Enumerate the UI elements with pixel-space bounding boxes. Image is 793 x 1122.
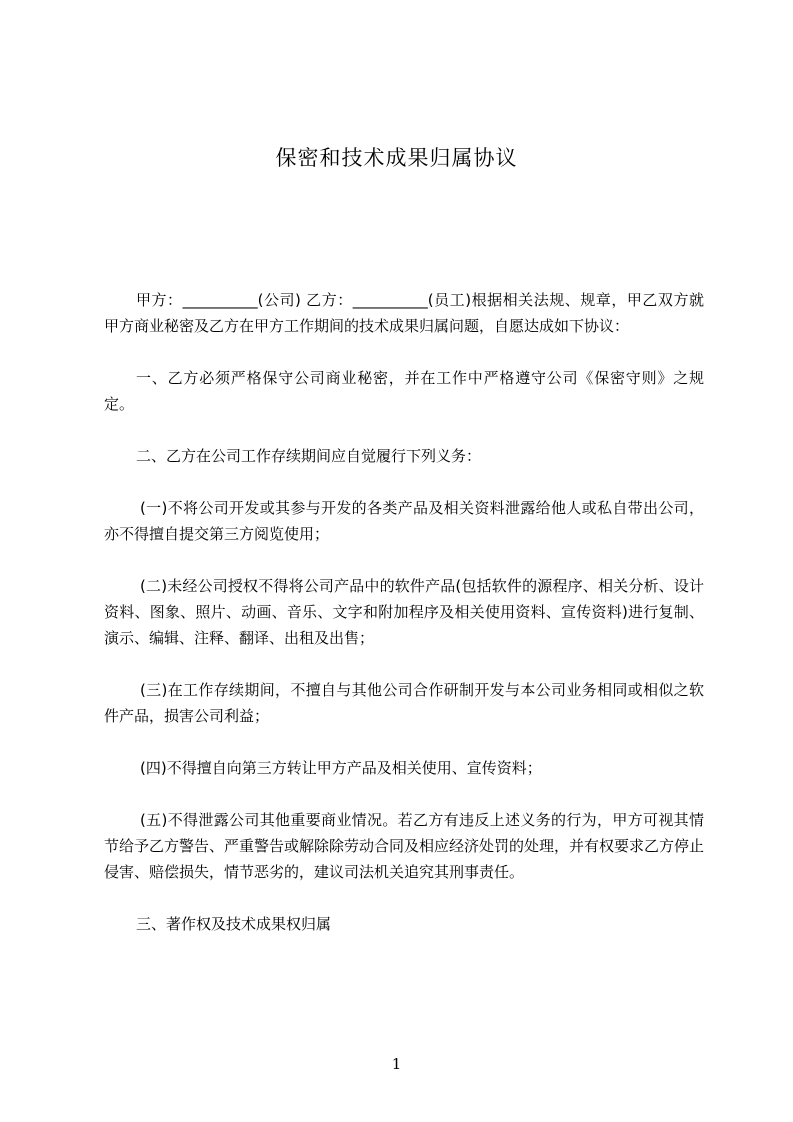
clause-2-item-2: (二)未经公司授权不得将公司产品中的软件产品(包括软件的源程序、相关分析、设计资料、图象、照片、动画、音乐、文字和附加程序及相关使用资料、宣传资料)进行复制、演示、编辑、注释、翻译、出租及出售；: [104, 577, 704, 647]
clause-3-heading: 三、著作权及技术成果权归属: [136, 915, 332, 933]
clause-2-item-3: (三)在工作存续期间，不擅自与其他公司合作研制开发与本公司业务相同或相似之软件产品，损害公司利益；: [104, 681, 704, 725]
clause-2-item-1: (一)不将公司开发或其参与开发的各类产品及相关资料泄露给他人或私自带出公司，亦不得擅自提交第三方阅览使用；: [104, 499, 704, 543]
preamble-paragraph: 甲方：__________(公司) 乙方：__________(员工)根据相关法规、规章，甲乙双方就甲方商业秘密及乙方在甲方工作期间的技术成果归属问题，自愿达成如下协议：: [104, 291, 704, 335]
clause-1-paragraph: 一、乙方必须严格保守公司商业秘密，并在工作中严格遵守公司《保密守则》之规定。: [104, 369, 704, 413]
document-body: [104, 287, 704, 963]
document-title: 保密和技术成果归属协议: [275, 146, 518, 170]
clause-2-item-4: (四)不得擅自向第三方转让甲方产品及相关使用、宣传资料；: [140, 759, 542, 777]
page-number: 1: [391, 1055, 402, 1073]
clause-2-item-5: (五)不得泄露公司其他重要商业情况。若乙方有违反上述义务的行为，甲方可视其情节给予乙方警告、严重警告或解除除劳动合同及相应经济处罚的处理，并有权要求乙方停止侵害、赔偿损失，情节恶劣的，建议司法机关追究其刑事责任。: [104, 811, 705, 881]
clause-2-heading: 二、乙方在公司工作存续期间应自觉履行下列义务：: [136, 447, 482, 465]
